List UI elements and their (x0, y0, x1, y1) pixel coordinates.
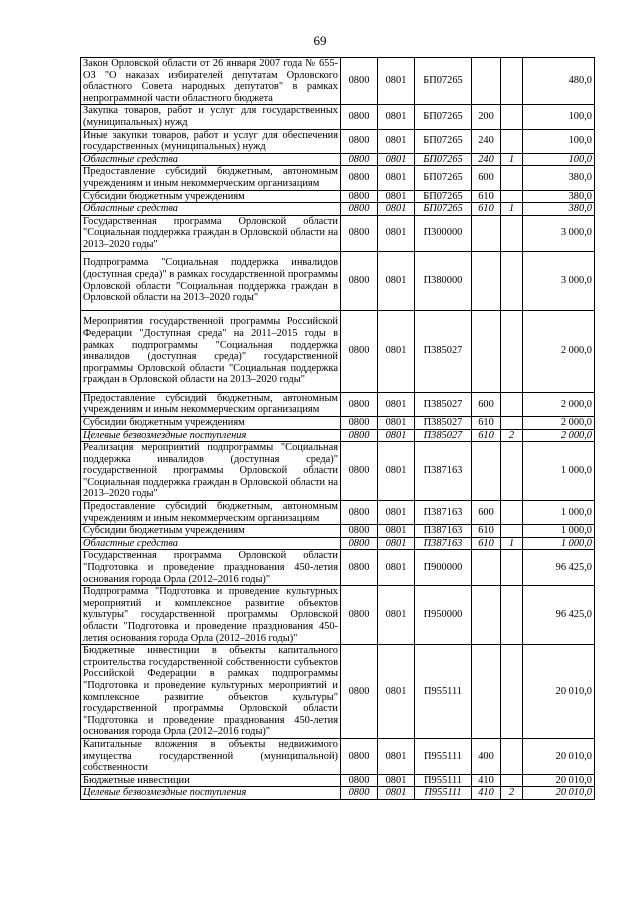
row-funding-source (501, 190, 523, 203)
row-description: Государственная программа Орловской области "Социальная поддержка граждан в Орловской области на 2013–2020 годы" (81, 215, 341, 251)
row-section-code: 0800 (341, 310, 378, 392)
row-section-code: 0800 (341, 550, 378, 586)
row-description: Субсидии бюджетным учреждениям (81, 416, 341, 429)
row-target-article: П380000 (415, 251, 472, 310)
row-subsection-code: 0801 (378, 251, 415, 310)
row-description: Субсидии бюджетным учреждениям (81, 190, 341, 203)
row-subsection-code: 0801 (378, 310, 415, 392)
row-funding-source (501, 58, 523, 105)
row-expense-type (472, 550, 501, 586)
table-row (81, 739, 595, 775)
row-expense-type: 600 (472, 501, 501, 525)
row-amount: 2 000,0 (523, 310, 595, 392)
table-row (81, 442, 595, 501)
row-subsection-code: 0801 (378, 203, 415, 216)
row-target-article: П955111 (415, 645, 472, 739)
row-section-code: 0800 (341, 58, 378, 105)
row-section-code: 0800 (341, 105, 378, 129)
row-description: Целевые безвозмездные поступления (81, 429, 341, 442)
row-expense-type: 240 (472, 153, 501, 166)
row-section-code: 0800 (341, 787, 378, 800)
table-row (81, 129, 595, 153)
row-funding-source (501, 525, 523, 538)
row-funding-source (501, 550, 523, 586)
row-subsection-code: 0801 (378, 105, 415, 129)
row-subsection-code: 0801 (378, 525, 415, 538)
row-description: Субсидии бюджетным учреждениям (81, 525, 341, 538)
row-section-code: 0800 (341, 645, 378, 739)
row-description: Подпрограмма "Подготовка и проведение культурных мероприятий и комплексное развитие объектов культуры" государственной программы Орловской области "Подготовка и проведение празднования 450-летия основания города Орла (2012–2016 годы)" (81, 586, 341, 645)
row-section-code: 0800 (341, 153, 378, 166)
row-funding-source: 2 (501, 787, 523, 800)
row-description: Предоставление субсидий бюджетным, автономным учреждениям и иным некоммерческим организациям (81, 501, 341, 525)
row-funding-source (501, 442, 523, 501)
row-description: Капитальные вложения в объекты недвижимого имущества государственной (муниципальной) собственности (81, 739, 341, 775)
table-row (81, 787, 595, 800)
row-expense-type: 600 (472, 166, 501, 190)
row-target-article: П300000 (415, 215, 472, 251)
row-target-article: БП07265 (415, 190, 472, 203)
row-target-article: П385027 (415, 310, 472, 392)
row-subsection-code: 0801 (378, 774, 415, 787)
row-target-article: П900000 (415, 550, 472, 586)
row-target-article: П385027 (415, 392, 472, 416)
row-target-article: П385027 (415, 429, 472, 442)
row-amount: 2 000,0 (523, 392, 595, 416)
row-subsection-code: 0801 (378, 501, 415, 525)
row-expense-type: 610 (472, 203, 501, 216)
table-row (81, 774, 595, 787)
table-row (81, 392, 595, 416)
row-description: Подпрограмма "Социальная поддержка инвалидов (доступная среда)" в рамках государственной программы Орловской области "Социальная поддержка граждан в Орловской области на 2013–2020 годы" (81, 251, 341, 310)
row-funding-source (501, 739, 523, 775)
row-section-code: 0800 (341, 215, 378, 251)
row-target-article: БП07265 (415, 129, 472, 153)
row-section-code: 0800 (341, 416, 378, 429)
row-target-article: БП07265 (415, 58, 472, 105)
row-amount: 1 000,0 (523, 501, 595, 525)
row-target-article: БП07265 (415, 203, 472, 216)
row-section-code: 0800 (341, 442, 378, 501)
row-funding-source: 2 (501, 429, 523, 442)
row-expense-type (472, 442, 501, 501)
row-subsection-code: 0801 (378, 129, 415, 153)
row-amount: 20 010,0 (523, 774, 595, 787)
row-section-code: 0800 (341, 501, 378, 525)
row-description: Реализация мероприятий подпрограммы "Социальная поддержка инвалидов (доступная среда)" государственной программы Орловской области "Социальная поддержка граждан в Орловской области на 2013–2020 годы" (81, 442, 341, 501)
budget-table (80, 57, 595, 800)
row-amount: 1 000,0 (523, 525, 595, 538)
budget-table-body (81, 58, 595, 800)
row-subsection-code: 0801 (378, 442, 415, 501)
row-expense-type (472, 645, 501, 739)
row-amount: 1 000,0 (523, 442, 595, 501)
table-row (81, 645, 595, 739)
row-section-code: 0800 (341, 166, 378, 190)
row-funding-source (501, 645, 523, 739)
row-subsection-code: 0801 (378, 215, 415, 251)
row-expense-type (472, 215, 501, 251)
row-section-code: 0800 (341, 525, 378, 538)
row-description: Целевые безвозмездные поступления (81, 787, 341, 800)
table-row (81, 429, 595, 442)
row-expense-type: 600 (472, 392, 501, 416)
table-row (81, 215, 595, 251)
row-funding-source (501, 501, 523, 525)
row-funding-source: 1 (501, 203, 523, 216)
row-expense-type: 240 (472, 129, 501, 153)
row-description: Бюджетные инвестиции (81, 774, 341, 787)
table-row (81, 153, 595, 166)
row-section-code: 0800 (341, 537, 378, 550)
row-funding-source (501, 586, 523, 645)
row-target-article: БП07265 (415, 105, 472, 129)
row-amount: 96 425,0 (523, 550, 595, 586)
row-description: Мероприятия государственной программы Российской Федерации "Доступная среда" на 2011–2015 годы в рамках подпрограммы "Социальная поддержка инвалидов (доступная среда)" государственной программы Орловской области "Социальная поддержка граждан в Орловской области на 2013–2020 годы" (81, 310, 341, 392)
row-target-article: П387163 (415, 525, 472, 538)
row-target-article: П955111 (415, 739, 472, 775)
row-section-code: 0800 (341, 739, 378, 775)
row-expense-type (472, 310, 501, 392)
row-description: Предоставление субсидий бюджетным, автономным учреждениям и иным некоммерческим организациям (81, 166, 341, 190)
row-expense-type: 410 (472, 774, 501, 787)
row-description: Областные средства (81, 537, 341, 550)
row-section-code: 0800 (341, 203, 378, 216)
row-target-article: БП07265 (415, 153, 472, 166)
row-expense-type: 400 (472, 739, 501, 775)
row-amount: 380,0 (523, 203, 595, 216)
row-amount: 100,0 (523, 153, 595, 166)
row-amount: 3 000,0 (523, 251, 595, 310)
row-target-article: БП07265 (415, 166, 472, 190)
row-description: Предоставление субсидий бюджетным, автономным учреждениям и иным некоммерческим организациям (81, 392, 341, 416)
row-amount: 1 000,0 (523, 537, 595, 550)
row-amount: 2 000,0 (523, 429, 595, 442)
row-amount: 2 000,0 (523, 416, 595, 429)
row-funding-source: 1 (501, 537, 523, 550)
row-target-article: П950000 (415, 586, 472, 645)
row-target-article: П387163 (415, 537, 472, 550)
row-expense-type: 610 (472, 525, 501, 538)
row-description: Областные средства (81, 203, 341, 216)
row-expense-type: 410 (472, 787, 501, 800)
row-funding-source (501, 392, 523, 416)
row-amount: 100,0 (523, 129, 595, 153)
row-section-code: 0800 (341, 586, 378, 645)
table-row (81, 166, 595, 190)
table-row (81, 58, 595, 105)
row-subsection-code: 0801 (378, 429, 415, 442)
row-section-code: 0800 (341, 251, 378, 310)
row-funding-source (501, 774, 523, 787)
row-description: Государственная программа Орловской области "Подготовка и проведение празднования 450-летия основания города Орла (2012–2016 годы)" (81, 550, 341, 586)
table-row (81, 251, 595, 310)
row-amount: 96 425,0 (523, 586, 595, 645)
row-description: Иные закупки товаров, работ и услуг для обеспечения государственных (муниципальных) нужд (81, 129, 341, 153)
row-subsection-code: 0801 (378, 739, 415, 775)
row-target-article: П955111 (415, 774, 472, 787)
row-subsection-code: 0801 (378, 392, 415, 416)
row-funding-source (501, 215, 523, 251)
row-expense-type: 610 (472, 537, 501, 550)
table-row (81, 525, 595, 538)
row-subsection-code: 0801 (378, 190, 415, 203)
row-target-article: П385027 (415, 416, 472, 429)
row-description: Бюджетные инвестиции в объекты капитального строительства государственной собственности субъектов Российской Федерации в рамках подпрограммы "Подготовка и проведение культурных мероприятий и комплексное развитие объектов культуры" государственной программы Орловской области "Подготовка и проведение празднования 450-летия основания города Орла (2012–2016 годы)" (81, 645, 341, 739)
row-subsection-code: 0801 (378, 58, 415, 105)
row-subsection-code: 0801 (378, 645, 415, 739)
row-expense-type: 610 (472, 190, 501, 203)
row-funding-source (501, 310, 523, 392)
row-expense-type (472, 58, 501, 105)
row-subsection-code: 0801 (378, 787, 415, 800)
row-target-article: П955111 (415, 787, 472, 800)
page-number: 69 (313, 33, 327, 48)
row-amount: 380,0 (523, 190, 595, 203)
row-funding-source (501, 105, 523, 129)
row-expense-type (472, 586, 501, 645)
row-section-code: 0800 (341, 429, 378, 442)
row-target-article: П387163 (415, 442, 472, 501)
row-amount: 100,0 (523, 105, 595, 129)
row-funding-source (501, 416, 523, 429)
row-amount: 3 000,0 (523, 215, 595, 251)
row-amount: 20 010,0 (523, 645, 595, 739)
table-row (81, 586, 595, 645)
table-row (81, 537, 595, 550)
row-description: Закупка товаров, работ и услуг для государственных (муниципальных) нужд (81, 105, 341, 129)
row-amount: 380,0 (523, 166, 595, 190)
row-amount: 20 010,0 (523, 787, 595, 800)
row-subsection-code: 0801 (378, 166, 415, 190)
row-section-code: 0800 (341, 190, 378, 203)
table-row (81, 105, 595, 129)
row-expense-type: 610 (472, 416, 501, 429)
row-subsection-code: 0801 (378, 586, 415, 645)
row-section-code: 0800 (341, 129, 378, 153)
row-funding-source (501, 129, 523, 153)
row-funding-source (501, 166, 523, 190)
row-subsection-code: 0801 (378, 153, 415, 166)
table-row (81, 416, 595, 429)
row-subsection-code: 0801 (378, 537, 415, 550)
row-expense-type (472, 251, 501, 310)
row-description: Закон Орловской области от 26 января 2007 года № 655-ОЗ "О наказах избирателей депутатам Орловского областного Совета народных депутатов" в рамках непрограммной части областного бюджета (81, 58, 341, 105)
row-subsection-code: 0801 (378, 550, 415, 586)
row-description: Областные средства (81, 153, 341, 166)
row-subsection-code: 0801 (378, 416, 415, 429)
row-expense-type: 610 (472, 429, 501, 442)
row-amount: 20 010,0 (523, 739, 595, 775)
row-section-code: 0800 (341, 774, 378, 787)
row-target-article: П387163 (415, 501, 472, 525)
table-row (81, 310, 595, 392)
table-row (81, 203, 595, 216)
row-funding-source (501, 251, 523, 310)
row-section-code: 0800 (341, 392, 378, 416)
row-expense-type: 200 (472, 105, 501, 129)
row-funding-source: 1 (501, 153, 523, 166)
row-amount: 480,0 (523, 58, 595, 105)
table-row (81, 190, 595, 203)
table-row (81, 550, 595, 586)
table-row (81, 501, 595, 525)
